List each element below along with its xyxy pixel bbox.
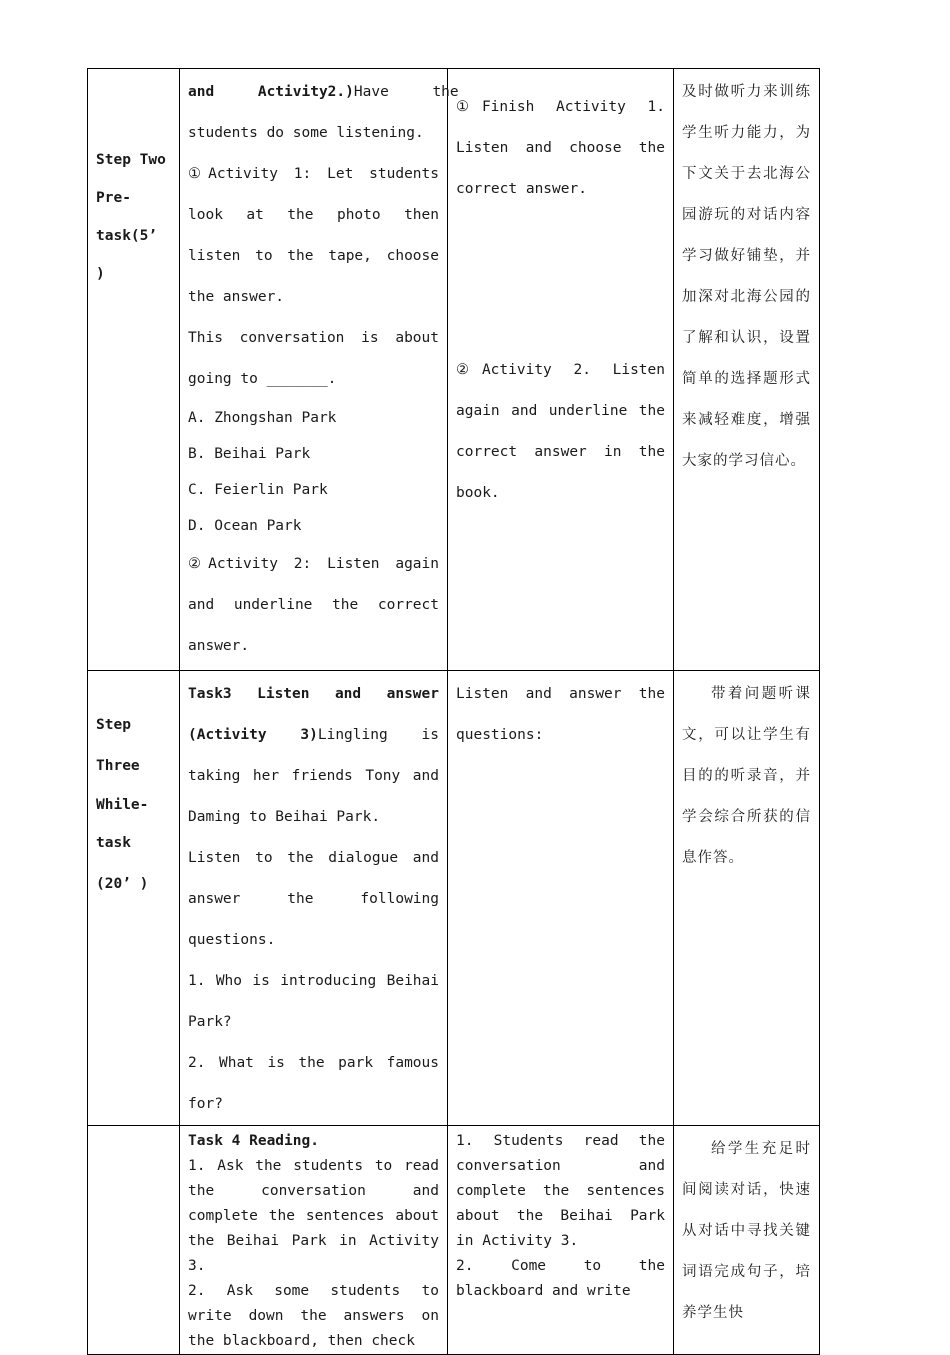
teacher-text: 1. Ask the students to read the conversation and complete the sentences about the Beihai Park in Activity 3.: [188, 1158, 439, 1274]
step-label: Step Two: [96, 152, 166, 168]
task-title: Task 4 Reading.: [188, 1133, 319, 1149]
table-row: [88, 69, 820, 671]
step-label: task: [96, 835, 131, 851]
step-cell: [88, 69, 180, 671]
teacher-text: This conversation is about going to _______.: [188, 330, 439, 387]
student-text: ②Activity 2. Listen again and underline the correct answer in the book.: [456, 362, 665, 501]
teacher-text: ②Activity 2: Listen again and underline the correct answer.: [188, 556, 439, 654]
step-label: task(5’: [96, 228, 158, 244]
purpose-text: 给学生充足时间阅读对话，快速从对话中寻找关键词语完成句子，培养学生快: [682, 1141, 811, 1321]
step-label: Three: [96, 758, 140, 774]
teacher-text-rest: Have the students do some listening.: [188, 84, 459, 141]
table-row: [88, 1126, 820, 1355]
student-activity-cell: [448, 1126, 674, 1355]
student-text: ①Finish Activity 1. Listen and choose the correct answer.: [456, 99, 665, 197]
purpose-cell: [674, 69, 820, 671]
teacher-activity-cell: [180, 1126, 448, 1355]
step-label: Pre-: [96, 190, 131, 206]
student-text: Listen and answer the questions:: [456, 686, 665, 743]
table-row: [88, 671, 820, 1126]
purpose-text: 及时做听力来训练学生听力能力，为下文关于去北海公园游玩的对话内容学习做好铺垫，并加深对北海公园的了解和认识，设置简单的选择题形式来减轻难度，增强大家的学习信心。: [682, 84, 811, 469]
step-cell: [88, 1126, 180, 1355]
option-c: C. Feierlin Park: [188, 482, 328, 498]
step-cell: [88, 671, 180, 1126]
teacher-activity-cell: [180, 671, 448, 1126]
student-text: 1. Students read the conversation and complete the sentences about the Beihai Park in Activity 3.: [456, 1133, 665, 1249]
teacher-text: ①Activity 1: Let students look at the photo then listen to the tape, choose the answer.: [188, 166, 439, 305]
step-label: ): [96, 266, 105, 282]
option-b: B. Beihai Park: [188, 446, 311, 462]
step-label: While-: [96, 797, 149, 813]
teacher-text: Listen to the dialogue and answer the following questions.: [188, 850, 439, 948]
question-1: 1. Who is introducing Beihai Park?: [188, 973, 439, 1030]
step-label: (20’ ): [96, 876, 149, 892]
purpose-cell: [674, 1126, 820, 1355]
teacher-text-rest: Lingling is taking her friends Tony and Daming to Beihai Park.: [188, 727, 439, 825]
teacher-activity-cell: [180, 69, 459, 671]
option-d: D. Ocean Park: [188, 518, 302, 534]
student-activity-cell: [448, 671, 674, 1126]
purpose-text: 带着问题听课文，可以让学生有目的的听录音，并学会综合所获的信息作答。: [682, 686, 811, 866]
option-a: A. Zhongshan Park: [188, 410, 337, 426]
teacher-text: [188, 72, 459, 154]
teacher-text: 2. Ask some students to write down the answers on the blackboard, then check: [188, 1283, 439, 1349]
student-activity-cell: [448, 69, 674, 671]
student-text: 2. Come to the blackboard and write: [456, 1258, 665, 1299]
question-2: 2. What is the park famous for?: [188, 1055, 439, 1112]
step-label: Step: [96, 717, 131, 733]
lesson-plan-table: [87, 68, 820, 1355]
purpose-cell: [674, 671, 820, 1126]
task-title-visible: Task3 Listen and answer (Activity 3): [188, 686, 439, 743]
teacher-text: [188, 674, 439, 838]
teacher-text-bold: and Activity2.): [188, 84, 354, 100]
spacer: [456, 210, 665, 350]
